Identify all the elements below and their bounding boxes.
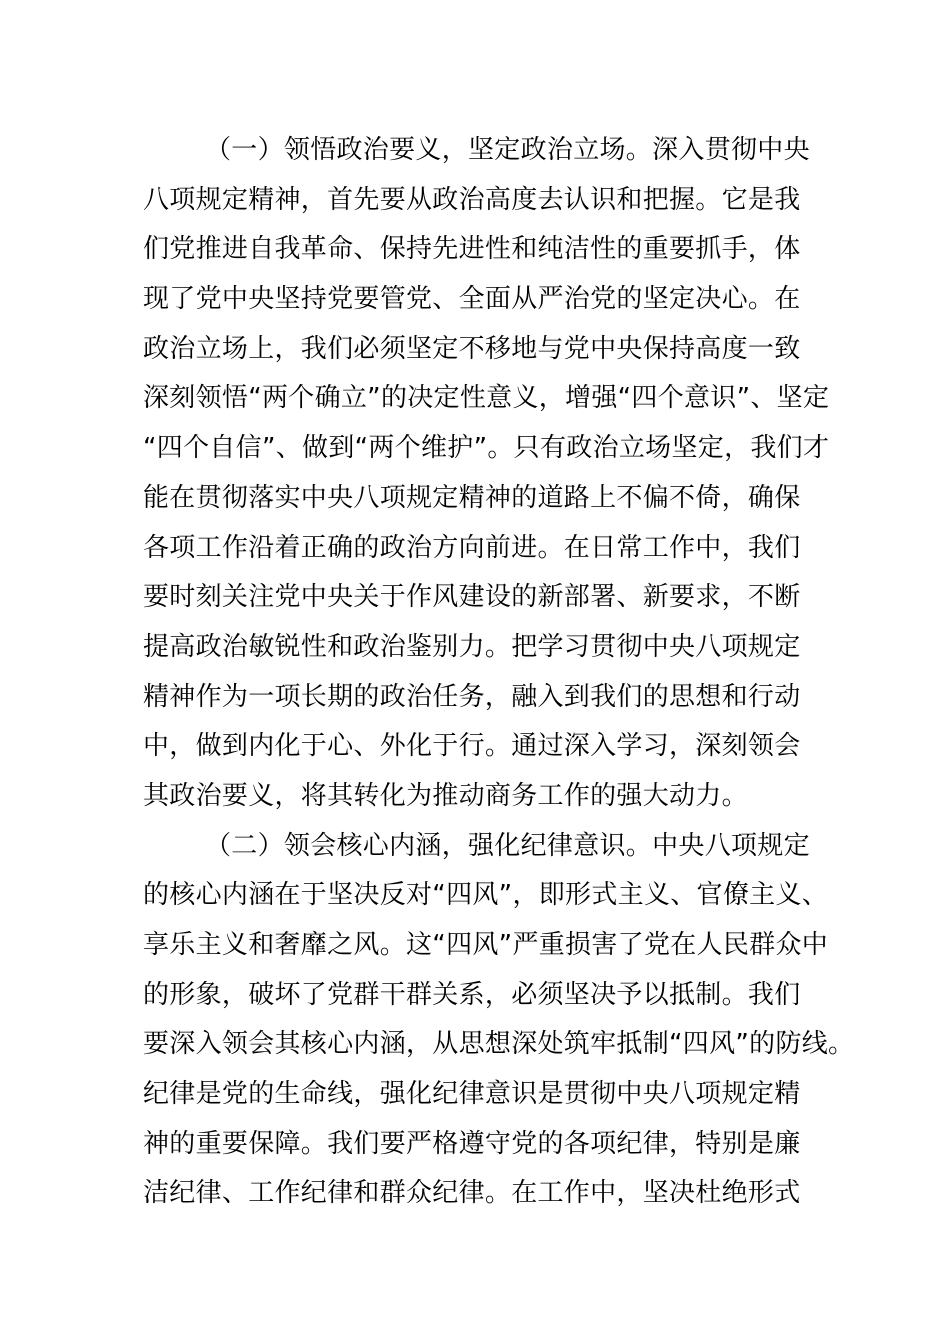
paragraph-2-line-3: 享乐主义和奢靡之风。这“四风”严重损害了党在人民群众中 (143, 930, 829, 960)
paragraph-1-line-9: 各项工作沿着正确的政治方向前进。在日常工作中，我们 (143, 532, 801, 563)
paragraph-1-line-14: 其政治要义，将其转化为推动商务工作的强大动力。 (143, 780, 748, 811)
paragraph-1-line-6: 深刻领悟“两个确立”的决定性意义，增强“四个意识”、坚定 (143, 383, 830, 414)
paragraph-1-line-3: 们党推进自我革命、保持先进性和纯洁性的重要抓手，体 (143, 234, 801, 265)
paragraph-2-line-2: 的核心内涵在于坚决反对“四风”，即形式主义、官僚主义、 (143, 880, 829, 911)
paragraph-2-line-7: 神的重要保障。我们要严格遵守党的各项纪律，特别是廉 (143, 1128, 801, 1159)
paragraph-2-line-8: 洁纪律、工作纪律和群众纪律。在工作中，坚决杜绝形式 (143, 1178, 801, 1209)
body-text (143, 126, 855, 1219)
paragraph-1-line-10: 要时刻关注党中央关于作风建设的新部署、新要求，不断 (143, 582, 801, 613)
paragraph-1-line-13: 中，做到内化于心、外化于行。通过深入学习，深刻领会 (143, 731, 801, 762)
paragraph-2-line-1: （二）领会核心内涵，强化纪律意识。中央八项规定 (205, 830, 810, 861)
paragraph-1-line-11: 提高政治敏锐性和政治鉴别力。把学习贯彻中央八项规定 (143, 631, 801, 662)
paragraph-1-line-4: 现了党中央坚持党要管党、全面从严治党的坚定决心。在 (143, 284, 801, 315)
paragraph-1-line-8: 能在贯彻落实中央八项规定精神的道路上不偏不倚，确保 (143, 482, 801, 513)
paragraph-1-line-5: 政治立场上，我们必须坚定不移地与党中央保持高度一致 (143, 333, 801, 364)
paragraph-1-line-2: 八项规定精神，首先要从政治高度去认识和把握。它是我 (143, 184, 801, 215)
paragraph-2-line-6: 纪律是党的生命线，强化纪律意识是贯彻中央八项规定精 (143, 1079, 801, 1110)
paragraph-1-line-12: 精神作为一项长期的政治任务，融入到我们的思想和行动 (143, 681, 801, 712)
paragraph-1-line-1: （一）领悟政治要义，坚定政治立场。深入贯彻中央 (205, 135, 810, 165)
paragraph-2-line-4: 的形象，破坏了党群干群关系，必须坚决予以抵制。我们 (143, 979, 801, 1010)
paragraph-2-line-5: 要深入领会其核心内涵，从思想深处筑牢抵制“四风”的防线。 (143, 1029, 855, 1060)
paragraph-1-line-7: “四个自信”、做到“两个维护”。只有政治立场坚定，我们才 (143, 433, 830, 464)
